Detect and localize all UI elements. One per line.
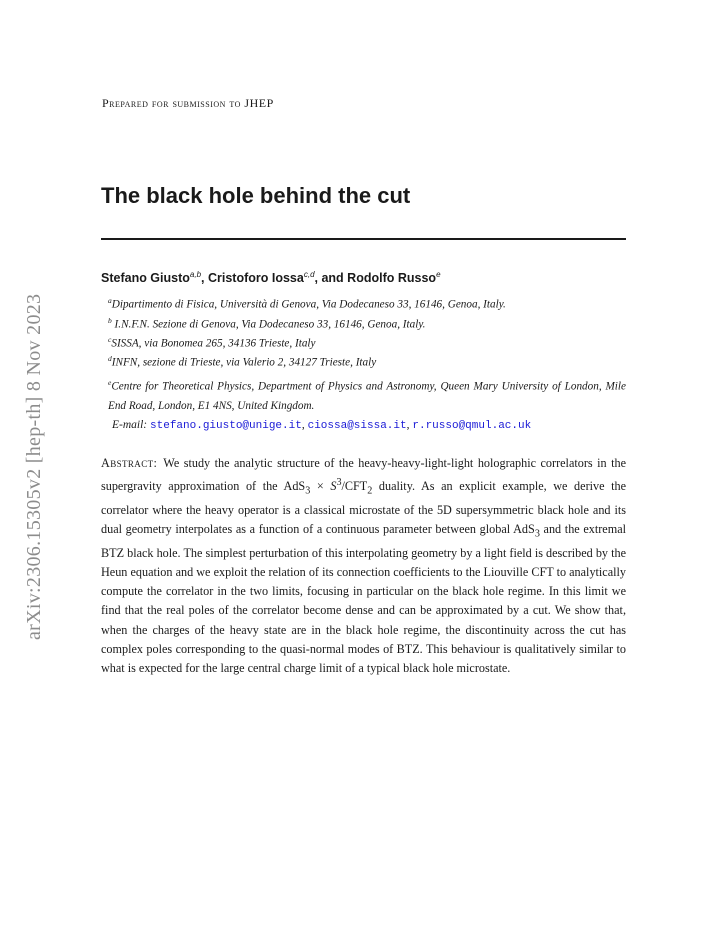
affiliation-text: SISSA, via Bonomea 265, 34136 Trieste, Italy — [111, 337, 316, 350]
abstract-text: /CFT — [341, 479, 368, 494]
author-affiliation-mark: c,d — [303, 270, 315, 279]
affiliation-mark: d — [108, 354, 112, 363]
affiliation-text: Dipartimento di Fisica, Università di Genova, Via Dodecaneso 33, 16146, Genoa, Italy. — [111, 298, 506, 311]
email-line: E-mail: stefano.giusto@unige.it, ciossa@sissa.it, r.russo@qmul.ac.uk — [112, 419, 532, 432]
email-label: E-mail: — [112, 419, 148, 431]
affiliation — [108, 354, 376, 369]
affiliation — [108, 335, 316, 350]
email-link[interactable]: stefano.giusto@unige.it — [150, 420, 302, 432]
affiliation-mark: b — [108, 316, 112, 325]
abstract-text: and the extremal BTZ black hole. The simplest perturbation of this interpolating geometry by a light field is described by the Heun equation and we exploit the relation of its connection coefficients to the Liouville CFT to analytically compute the correlator in the two limits, focusing in particular on the black hole regime. In this limit we find that the real poles of the correlator become dense and can be approximated by a cut. We show that, when the charges of the heavy state are in the black hole regime, the discontinuity across the cut has complex poles corresponding to the quasi-normal modes of BTZ. This behaviour is qualitatively similar to what is expected for the large central charge limit of a typical black hole microstate. — [101, 522, 626, 675]
affiliation — [108, 296, 506, 311]
abstract-text: We study the analytic structure of the heavy-heavy-light-light holographic correlators in the supergravity approximation of the AdS — [101, 456, 626, 494]
email-link[interactable]: ciossa@sissa.it — [307, 420, 407, 432]
abstract — [101, 454, 626, 678]
affiliation — [108, 373, 626, 416]
affiliation-text: Centre for Theoretical Physics, Department of Physics and Astronomy, Queen Mary University of London, Mile End Road, London, E1 4NS, United Kingdom. — [108, 380, 626, 412]
affiliation-text: INFN, sezione di Trieste, via Valerio 2, 34127 Trieste, Italy — [111, 356, 377, 369]
author-affiliation-mark: a,b — [189, 270, 202, 279]
affiliation — [108, 316, 425, 331]
paper-title: The black hole behind the cut — [101, 183, 411, 208]
arxiv-identifier: arXiv:2306.15305v2 [hep-th] 8 Nov 2023 — [23, 293, 45, 640]
affiliation-mark: c — [108, 335, 112, 344]
author-separator: , — [201, 271, 208, 286]
affiliation-mark: a — [108, 296, 112, 305]
author-list — [101, 270, 441, 285]
abstract-text: × — [310, 479, 331, 494]
submission-note: Prepared for submission to JHEP — [102, 96, 274, 110]
title-rule — [101, 238, 626, 240]
subscript: 3 — [534, 528, 540, 540]
math-symbol: S — [330, 479, 337, 494]
affiliation-mark: e — [108, 378, 112, 387]
abstract-text: duality. As an explicit example, we derive the correlator where the heavy operator is a classical microstate of the 5D supersymmetric black hole and its dual geometry interpolates as a function of a continuous parameter between global AdS — [101, 479, 626, 537]
author-name: Rodolfo Russo — [347, 271, 437, 286]
author-affiliation-mark: e — [436, 270, 441, 279]
author-name: Stefano Giusto — [101, 271, 190, 286]
subscript: 2 — [367, 485, 373, 497]
author-separator: , and — [314, 271, 348, 286]
author-name: Cristoforo Iossa — [207, 271, 304, 286]
subscript: 3 — [305, 485, 311, 497]
affiliation-text: I.N.F.N. Sezione di Genova, Via Dodecaneso 33, 16146, Genoa, Italy. — [111, 318, 426, 331]
email-link[interactable]: r.russo@qmul.ac.uk — [412, 420, 532, 432]
superscript: 3 — [336, 477, 342, 489]
abstract-heading: Abstract: — [101, 456, 158, 470]
